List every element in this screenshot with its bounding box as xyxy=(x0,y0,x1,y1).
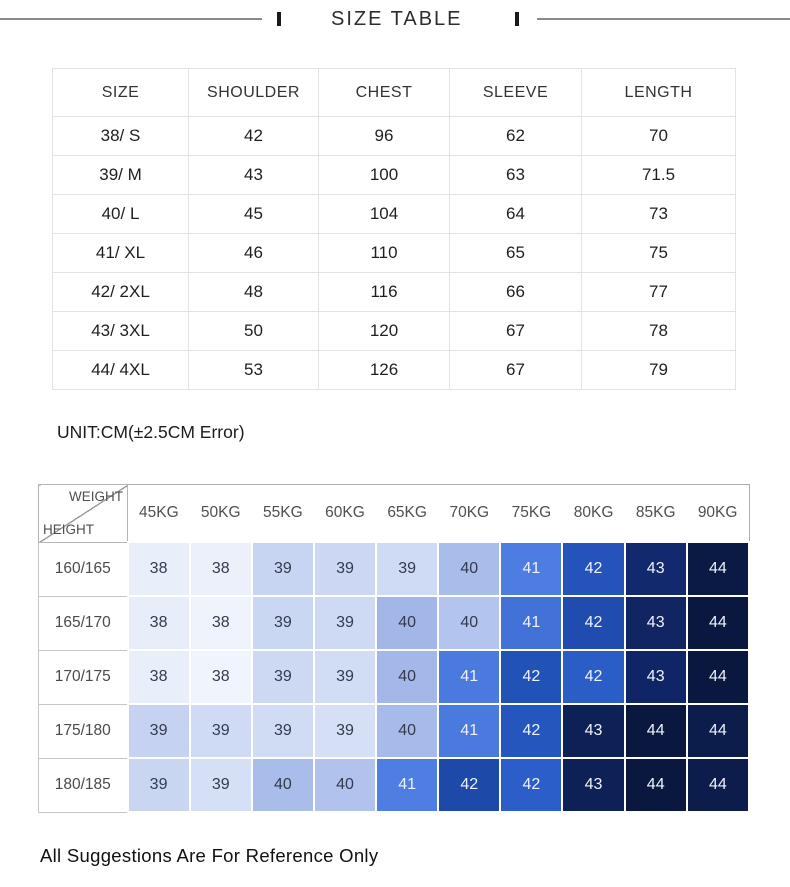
recommended-size-cell: 41 xyxy=(438,650,500,704)
measurement-cell: 67 xyxy=(450,312,582,351)
size-table-row xyxy=(53,195,736,234)
height-row-header: 180/185 xyxy=(39,758,128,812)
size-table-col-header: SHOULDER xyxy=(189,69,319,117)
recommended-size-cell: 39 xyxy=(314,650,376,704)
measurement-cell: 110 xyxy=(319,234,450,273)
recommended-size-cell: 39 xyxy=(252,650,314,704)
height-row-header: 165/170 xyxy=(39,596,128,650)
recommended-size-cell: 44 xyxy=(687,596,749,650)
recommended-size-cell: 44 xyxy=(687,704,749,758)
recommended-size-cell: 38 xyxy=(128,650,190,704)
fit-matrix-head xyxy=(39,485,750,543)
measurement-cell: 116 xyxy=(319,273,450,312)
recommended-size-cell: 44 xyxy=(687,542,749,596)
recommended-size-cell: 42 xyxy=(438,758,500,812)
recommended-size-cell: 39 xyxy=(128,758,190,812)
recommended-size-cell: 44 xyxy=(625,758,687,812)
weight-col-header: 60KG xyxy=(314,485,376,543)
recommended-size-cell: 42 xyxy=(500,758,562,812)
recommended-size-cell: 38 xyxy=(190,650,252,704)
recommended-size-cell: 39 xyxy=(376,542,438,596)
measurement-cell: 48 xyxy=(189,273,319,312)
measurement-cell: 63 xyxy=(450,156,582,195)
recommended-size-cell: 39 xyxy=(128,704,190,758)
size-table-head xyxy=(53,69,736,117)
recommended-size-cell: 40 xyxy=(438,542,500,596)
measurement-cell: 71.5 xyxy=(582,156,736,195)
fit-matrix xyxy=(38,484,750,813)
weight-col-header: 70KG xyxy=(438,485,500,543)
fit-matrix-row xyxy=(39,596,750,650)
size-table-col-header: CHEST xyxy=(319,69,450,117)
recommended-size-cell: 43 xyxy=(562,704,624,758)
measurement-cell: 70 xyxy=(582,117,736,156)
recommended-size-cell: 40 xyxy=(252,758,314,812)
recommended-size-cell: 39 xyxy=(252,704,314,758)
recommended-size-cell: 41 xyxy=(500,542,562,596)
weight-col-header: 90KG xyxy=(687,485,749,543)
recommended-size-cell: 42 xyxy=(562,542,624,596)
title-left-tick-icon xyxy=(277,12,281,26)
measurement-cell: 65 xyxy=(450,234,582,273)
size-label-cell: 42/ 2XL xyxy=(53,273,189,312)
measurement-cell: 62 xyxy=(450,117,582,156)
recommended-size-cell: 38 xyxy=(128,596,190,650)
recommended-size-cell: 39 xyxy=(252,542,314,596)
weight-col-header: 65KG xyxy=(376,485,438,543)
measurement-cell: 96 xyxy=(319,117,450,156)
height-row-header: 160/165 xyxy=(39,542,128,596)
size-table-header-row xyxy=(53,69,736,117)
measurement-cell: 77 xyxy=(582,273,736,312)
weight-col-header: 55KG xyxy=(252,485,314,543)
measurement-cell: 120 xyxy=(319,312,450,351)
recommended-size-cell: 40 xyxy=(376,596,438,650)
size-table-body xyxy=(53,117,736,390)
fit-matrix-body xyxy=(39,542,750,812)
measurement-cell: 66 xyxy=(450,273,582,312)
recommended-size-cell: 41 xyxy=(438,704,500,758)
measurement-cell: 126 xyxy=(319,351,450,390)
size-table-row xyxy=(53,234,736,273)
corner-weight-label: WEIGHT xyxy=(69,489,123,504)
recommended-size-cell: 38 xyxy=(190,596,252,650)
height-row-header: 175/180 xyxy=(39,704,128,758)
size-table xyxy=(52,68,736,390)
recommended-size-cell: 39 xyxy=(190,758,252,812)
size-label-cell: 43/ 3XL xyxy=(53,312,189,351)
measurement-cell: 53 xyxy=(189,351,319,390)
measurement-cell: 79 xyxy=(582,351,736,390)
size-label-cell: 41/ XL xyxy=(53,234,189,273)
size-table-row xyxy=(53,312,736,351)
title-row xyxy=(0,6,790,32)
recommended-size-cell: 42 xyxy=(500,650,562,704)
recommended-size-cell: 38 xyxy=(128,542,190,596)
size-table-row xyxy=(53,273,736,312)
height-row-header: 170/175 xyxy=(39,650,128,704)
recommended-size-cell: 42 xyxy=(562,650,624,704)
recommended-size-cell: 41 xyxy=(500,596,562,650)
recommended-size-cell: 40 xyxy=(376,704,438,758)
recommended-size-cell: 40 xyxy=(376,650,438,704)
corner-height-label: HEIGHT xyxy=(43,521,95,537)
size-label-cell: 40/ L xyxy=(53,195,189,234)
title-right-rule xyxy=(537,18,790,20)
measurement-cell: 64 xyxy=(450,195,582,234)
measurement-cell: 100 xyxy=(319,156,450,195)
recommended-size-cell: 39 xyxy=(252,596,314,650)
fit-matrix-row xyxy=(39,650,750,704)
measurement-cell: 42 xyxy=(189,117,319,156)
fit-matrix-row xyxy=(39,542,750,596)
fit-matrix-row xyxy=(39,704,750,758)
recommended-size-cell: 41 xyxy=(376,758,438,812)
recommended-size-cell: 39 xyxy=(190,704,252,758)
recommended-size-cell: 43 xyxy=(625,650,687,704)
title-left-rule xyxy=(0,18,262,20)
weight-col-header: 45KG xyxy=(128,485,190,543)
measurement-cell: 104 xyxy=(319,195,450,234)
recommended-size-cell: 40 xyxy=(314,758,376,812)
corner-cell xyxy=(39,485,128,543)
measurement-cell: 50 xyxy=(189,312,319,351)
unit-note: UNIT:CM(±2.5CM Error) xyxy=(57,422,245,442)
recommended-size-cell: 44 xyxy=(687,758,749,812)
recommended-size-cell: 42 xyxy=(500,704,562,758)
recommended-size-cell: 39 xyxy=(314,596,376,650)
size-table-col-header: SIZE xyxy=(53,69,189,117)
recommended-size-cell: 40 xyxy=(438,596,500,650)
fit-matrix-header-row xyxy=(39,485,750,543)
size-table-col-header: LENGTH xyxy=(582,69,736,117)
title-right-tick-icon xyxy=(515,12,519,26)
measurement-cell: 75 xyxy=(582,234,736,273)
size-label-cell: 44/ 4XL xyxy=(53,351,189,390)
measurement-cell: 45 xyxy=(189,195,319,234)
recommended-size-cell: 38 xyxy=(190,542,252,596)
measurement-cell: 43 xyxy=(189,156,319,195)
page-title: SIZE TABLE xyxy=(331,7,463,30)
weight-col-header: 85KG xyxy=(625,485,687,543)
recommended-size-cell: 39 xyxy=(314,542,376,596)
recommended-size-cell: 44 xyxy=(687,650,749,704)
fit-matrix-row xyxy=(39,758,750,812)
recommended-size-cell: 43 xyxy=(625,542,687,596)
recommended-size-cell: 43 xyxy=(625,596,687,650)
recommended-size-cell: 42 xyxy=(562,596,624,650)
measurement-cell: 67 xyxy=(450,351,582,390)
size-table-col-header: SLEEVE xyxy=(450,69,582,117)
size-table-row xyxy=(53,156,736,195)
weight-col-header: 75KG xyxy=(500,485,562,543)
measurement-cell: 46 xyxy=(189,234,319,273)
recommended-size-cell: 43 xyxy=(562,758,624,812)
measurement-cell: 73 xyxy=(582,195,736,234)
footer-note: All Suggestions Are For Reference Only xyxy=(40,845,379,866)
size-label-cell: 39/ M xyxy=(53,156,189,195)
size-label-cell: 38/ S xyxy=(53,117,189,156)
recommended-size-cell: 44 xyxy=(625,704,687,758)
recommended-size-cell: 39 xyxy=(314,704,376,758)
weight-col-header: 80KG xyxy=(562,485,624,543)
size-table-row xyxy=(53,117,736,156)
size-table-row xyxy=(53,351,736,390)
weight-col-header: 50KG xyxy=(190,485,252,543)
measurement-cell: 78 xyxy=(582,312,736,351)
